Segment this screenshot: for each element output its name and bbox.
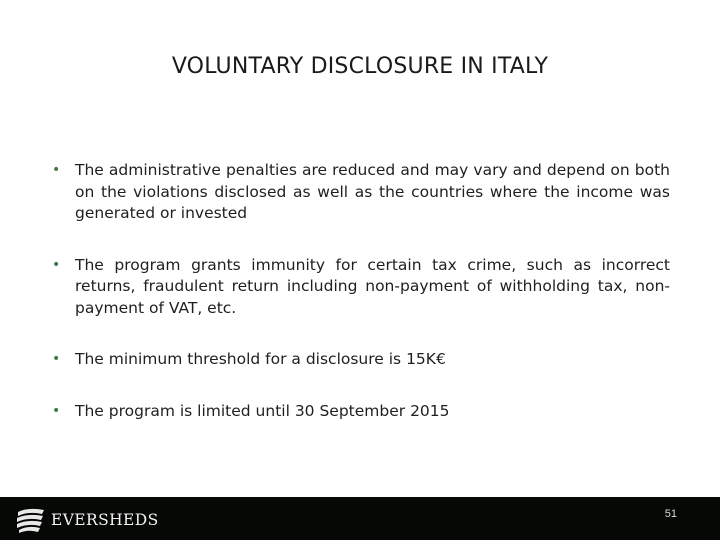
bullet-item xyxy=(48,349,670,371)
bullet-list xyxy=(48,160,670,422)
bullet-text: The administrative penalties are reduced and may vary and depend on both on the violations disclosed as well as the countries where the income was generated or invested xyxy=(75,161,670,222)
logo-text: EVERSHEDS xyxy=(51,511,159,529)
bullet-text: The program grants immunity for certain tax crime, such as incorrect returns, fraudulent return including non-payment of withholding tax, non-payment of VAT, etc. xyxy=(75,255,670,317)
bullet-item xyxy=(48,160,670,225)
bullet-text: The program is limited until 30 September 2015 xyxy=(75,401,450,420)
slide-title: VOLUNTARY DISCLOSURE IN ITALY xyxy=(171,54,549,79)
bullet-marker-icon: • xyxy=(52,162,61,178)
page-number: 51 xyxy=(664,508,677,520)
bullet-marker-icon: • xyxy=(52,402,61,419)
bullet-marker-icon: • xyxy=(52,256,61,273)
bullet-text: The minimum threshold for a disclosure is 15K€ xyxy=(75,350,446,368)
bullet-item xyxy=(48,401,670,423)
bullet-marker-icon: • xyxy=(52,351,61,367)
eversheds-logo xyxy=(16,507,159,533)
footer-bar xyxy=(0,497,720,540)
bullet-item xyxy=(48,255,670,320)
eversheds-logo-mark-icon xyxy=(16,507,46,533)
